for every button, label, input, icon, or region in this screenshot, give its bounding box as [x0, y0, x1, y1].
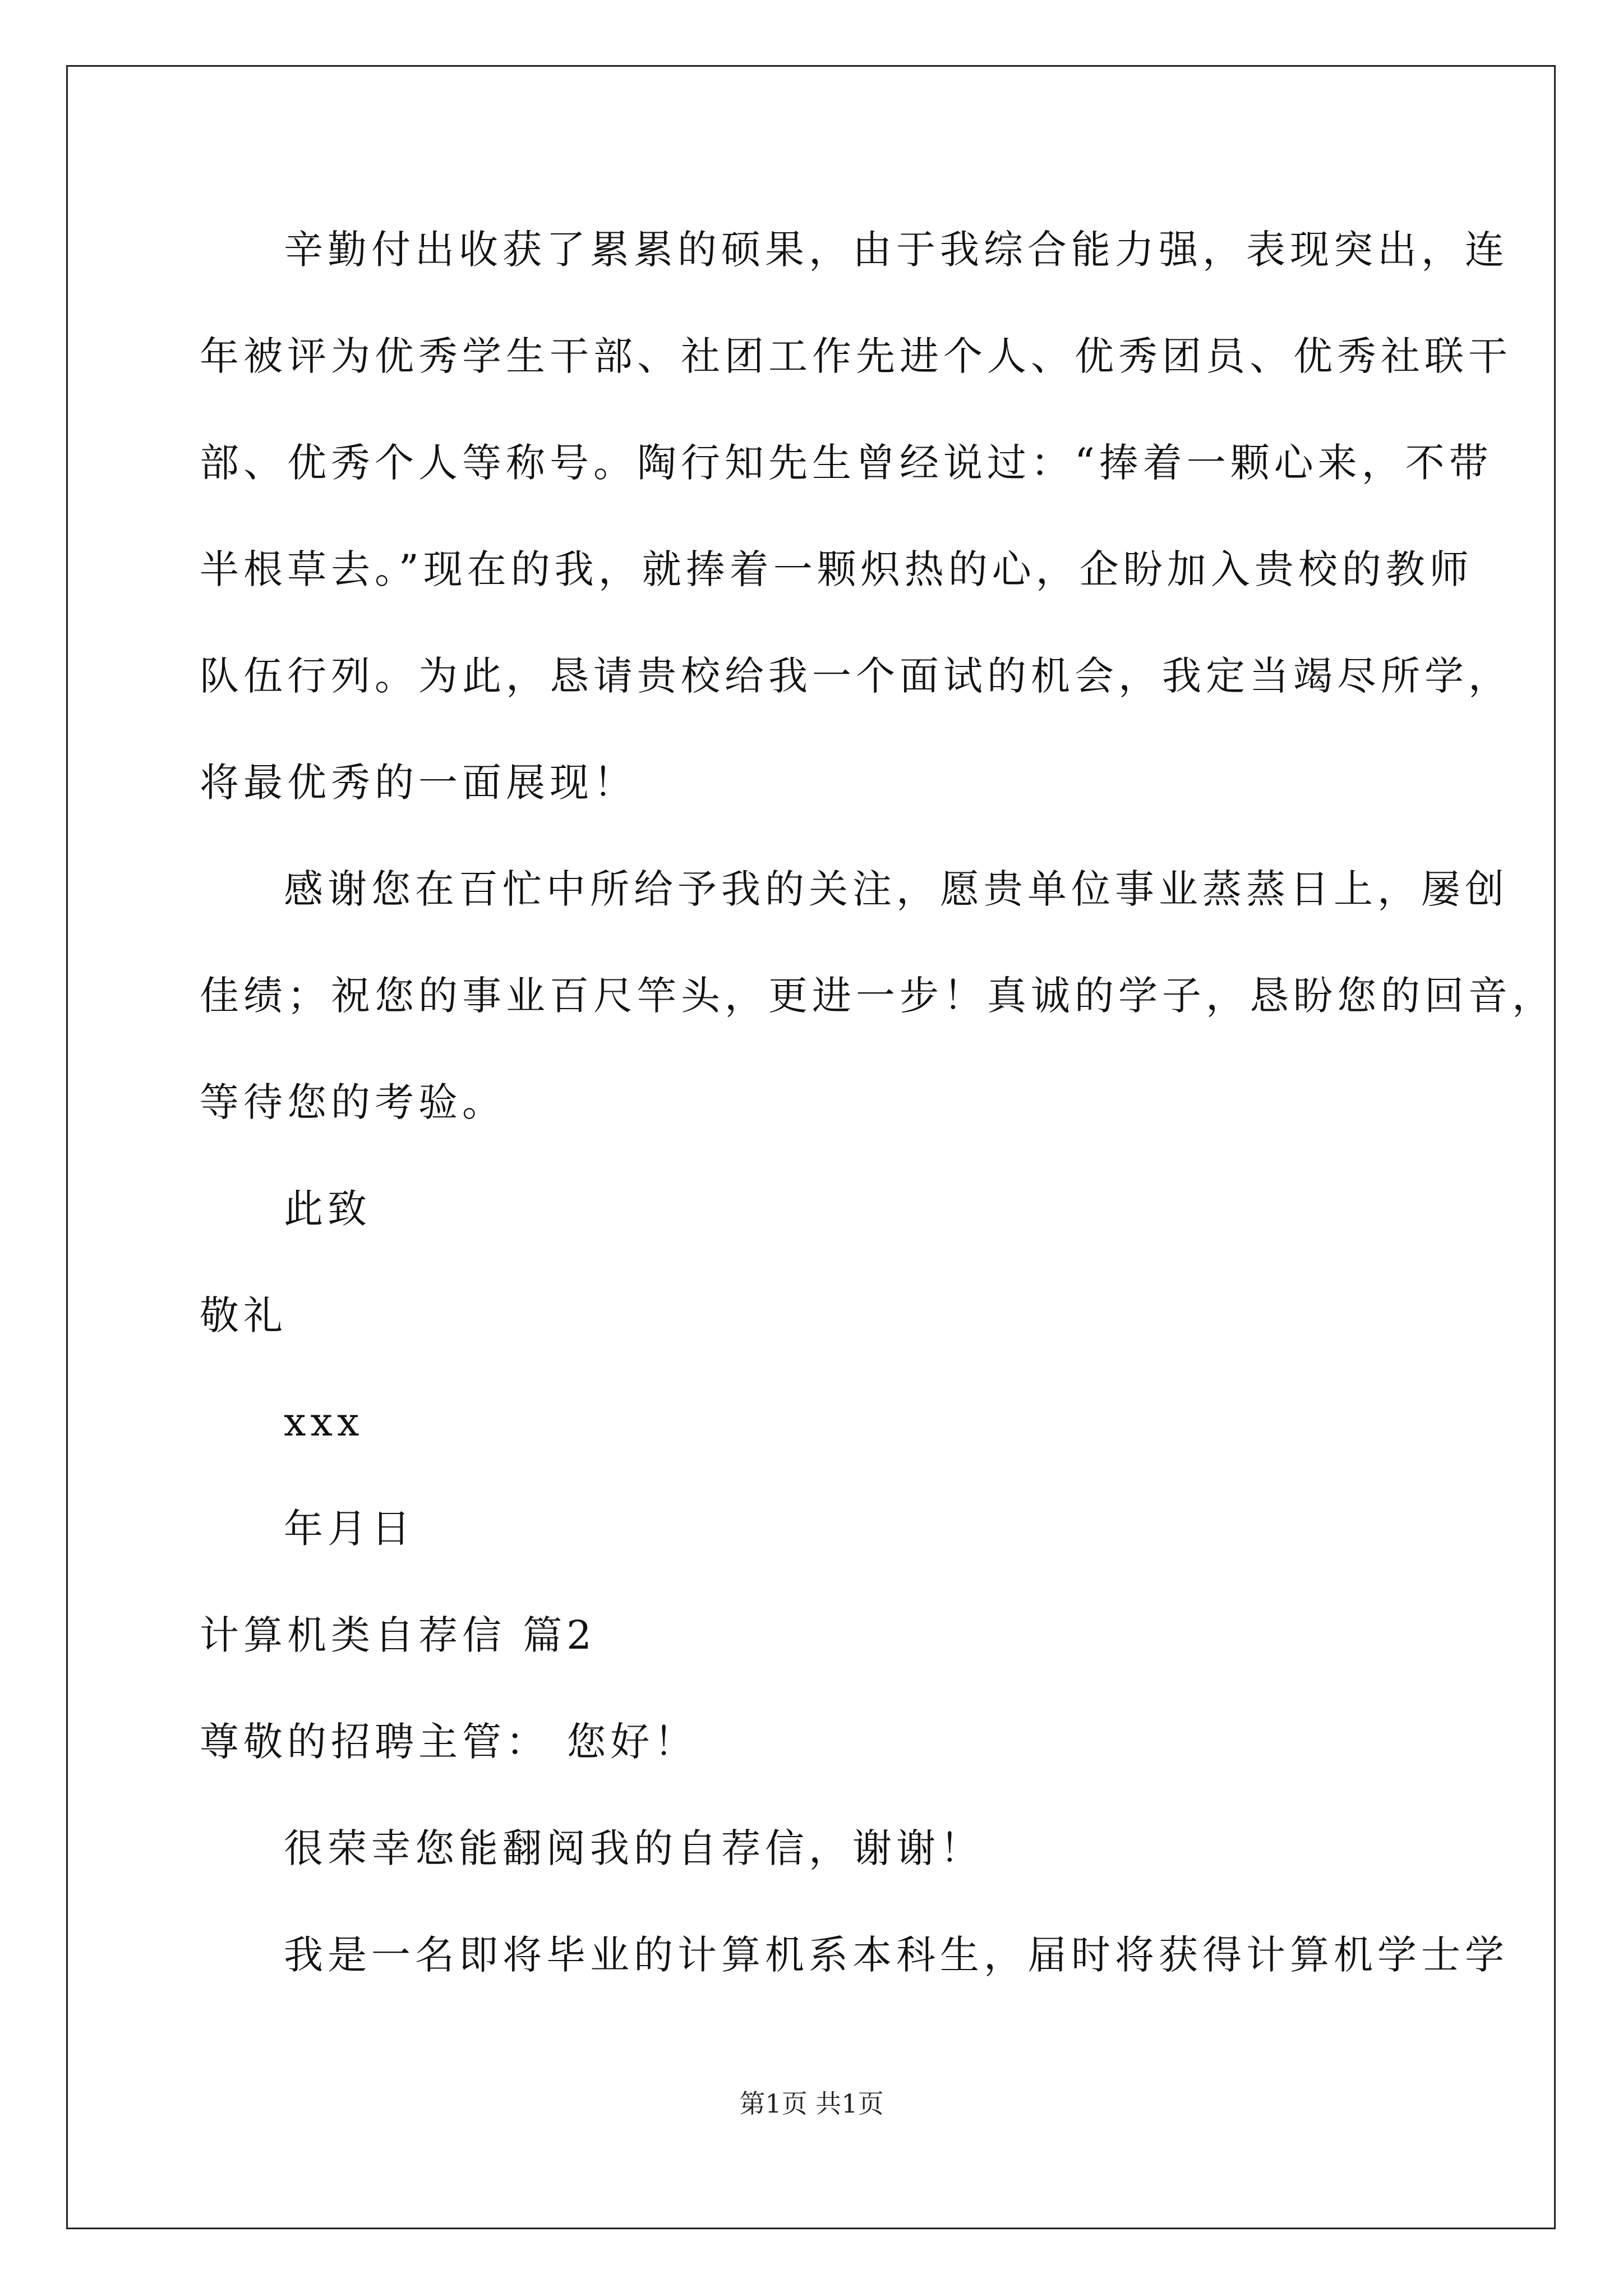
paragraph-line: 很荣幸您能翻阅我的自荐信，谢谢！ — [284, 1825, 984, 1871]
date-line: 年月日 — [284, 1506, 415, 1552]
paragraph-line: 部、优秀个人等称号。陶行知先生曾经说过：“捧着一颗心来，不带 — [200, 440, 1493, 486]
signature-line: xxx — [284, 1399, 364, 1445]
closing-line: 此致 — [284, 1186, 371, 1232]
page-border — [66, 65, 1556, 2229]
paragraph-line: 年被评为优秀学生干部、社团工作先进个人、优秀团员、优秀社联干 — [200, 333, 1512, 379]
paragraph-line: 佳绩；祝您的事业百尺竿头，更进一步！真诚的学子，恳盼您的回音， — [200, 973, 1556, 1019]
paragraph-line: 将最优秀的一面展现！ — [200, 760, 637, 806]
paragraph-line: 感谢您在百忙中所给予我的关注，愿贵单位事业蒸蒸日上，屡创 — [284, 866, 1509, 912]
page-footer: 第1页 共1页 — [739, 2088, 884, 2119]
paragraph-line: 辛勤付出收获了累累的硕果，由于我综合能力强，表现突出，连 — [284, 227, 1509, 273]
closing-line: 敬礼 — [200, 1292, 287, 1338]
paragraph-line: 半根草去。”现在的我，就捧着一颗炽热的心，企盼加入贵校的教师 — [200, 546, 1473, 592]
paragraph-line: 队伍行列。为此，恳请贵校给我一个面试的机会，我定当竭尽所学， — [200, 653, 1512, 699]
salutation-line: 尊敬的招聘主管： 您好！ — [200, 1719, 698, 1765]
paragraph-line: 等待您的考验。 — [200, 1079, 506, 1125]
paragraph-line: 我是一名即将毕业的计算机系本科生，届时将获得计算机学士学 — [284, 1932, 1509, 1978]
section-title: 计算机类自荐信 篇2 — [200, 1612, 596, 1658]
